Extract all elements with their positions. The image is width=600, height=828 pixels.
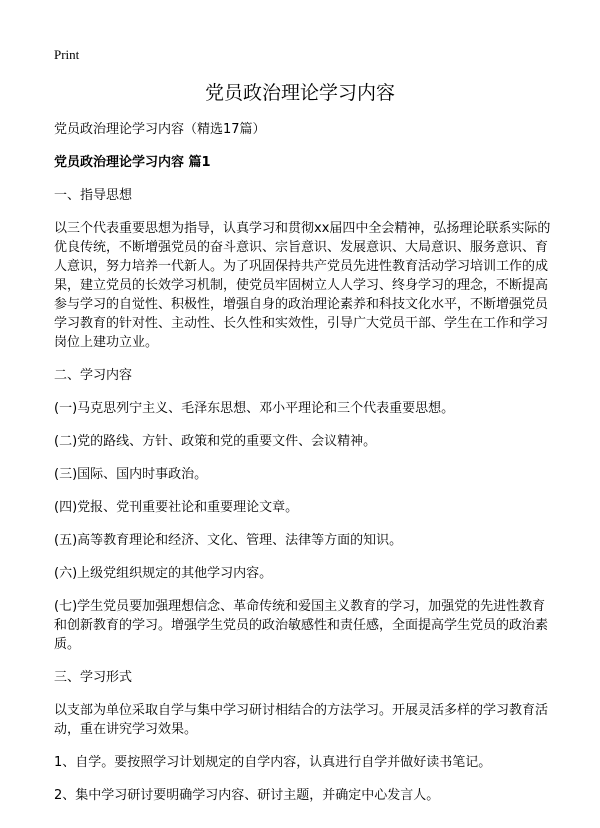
list-item: (五)高等教育理论和经济、文化、管理、法律等方面的知识。 bbox=[54, 533, 403, 548]
document-body bbox=[54, 120, 554, 805]
list-item: (六)上级党组织规定的其他学习内容。 bbox=[54, 566, 273, 581]
document-title: 党员政治理论学习内容 bbox=[204, 82, 395, 104]
list-item: (三)国际、国内时事政治。 bbox=[54, 467, 208, 482]
section-heading: 一、指导思想 bbox=[54, 188, 133, 203]
list-item: 1、自学。要按照学习计划规定的自学内容，认真进行自学并做好读书笔记。 bbox=[54, 755, 492, 770]
list-item: (一)马克思列宁主义、毛泽东思想、邓小平理论和三个代表重要思想。 bbox=[54, 401, 455, 416]
section-paragraph: 以三个代表重要思想为指导，认真学习和贯彻xx届四中全会精神，弘扬理论联系实际的优良传统，不断增强党员的奋斗意识、宗旨意识、发展意识、大局意识、服务意识、育人意识，努力培养一代新人。为了巩固保持共产党员先进性教育活动学习培训工作的成果，建立党员的长效学习机制，使党员牢固树立人人学习、终身学习的理念，不断提高参与学习的自觉性、积极性，增强自身的政治理论素养和科技文化水平，不断增强党员学习教育的针对性、主动性、长久性和实效性，引导广大党员干部、学生在工作和学习岗位上建功立业。 bbox=[54, 221, 551, 350]
print-label: Print bbox=[54, 47, 80, 62]
list-item: (四)党报、党刊重要社论和重要理论文章。 bbox=[54, 500, 299, 515]
article-heading: 党员政治理论学习内容 篇1 bbox=[54, 155, 211, 170]
section-heading: 二、学习内容 bbox=[54, 368, 133, 383]
document-subtitle: 党员政治理论学习内容（精选17篇） bbox=[54, 122, 266, 137]
section-heading: 三、学习形式 bbox=[54, 670, 133, 685]
list-item: 2、集中学习研讨要明确学习内容、研讨主题，并确定中心发言人。 bbox=[54, 788, 440, 803]
list-item: (七)学生党员要加强理想信念、革命传统和爱国主义教育的学习，加强党的先进性教育和创新教育的学习。增强学生党员的政治敏感性和责任感，全面提高学生党员的政治素质。 bbox=[54, 599, 549, 652]
section-paragraph: 以支部为单位采取自学与集中学习研讨相结合的方法学习。开展灵活多样的学习教育活动，重在讲究学习效果。 bbox=[54, 703, 549, 737]
list-item: (二)党的路线、方针、政策和党的重要文件、会议精神。 bbox=[54, 434, 377, 449]
